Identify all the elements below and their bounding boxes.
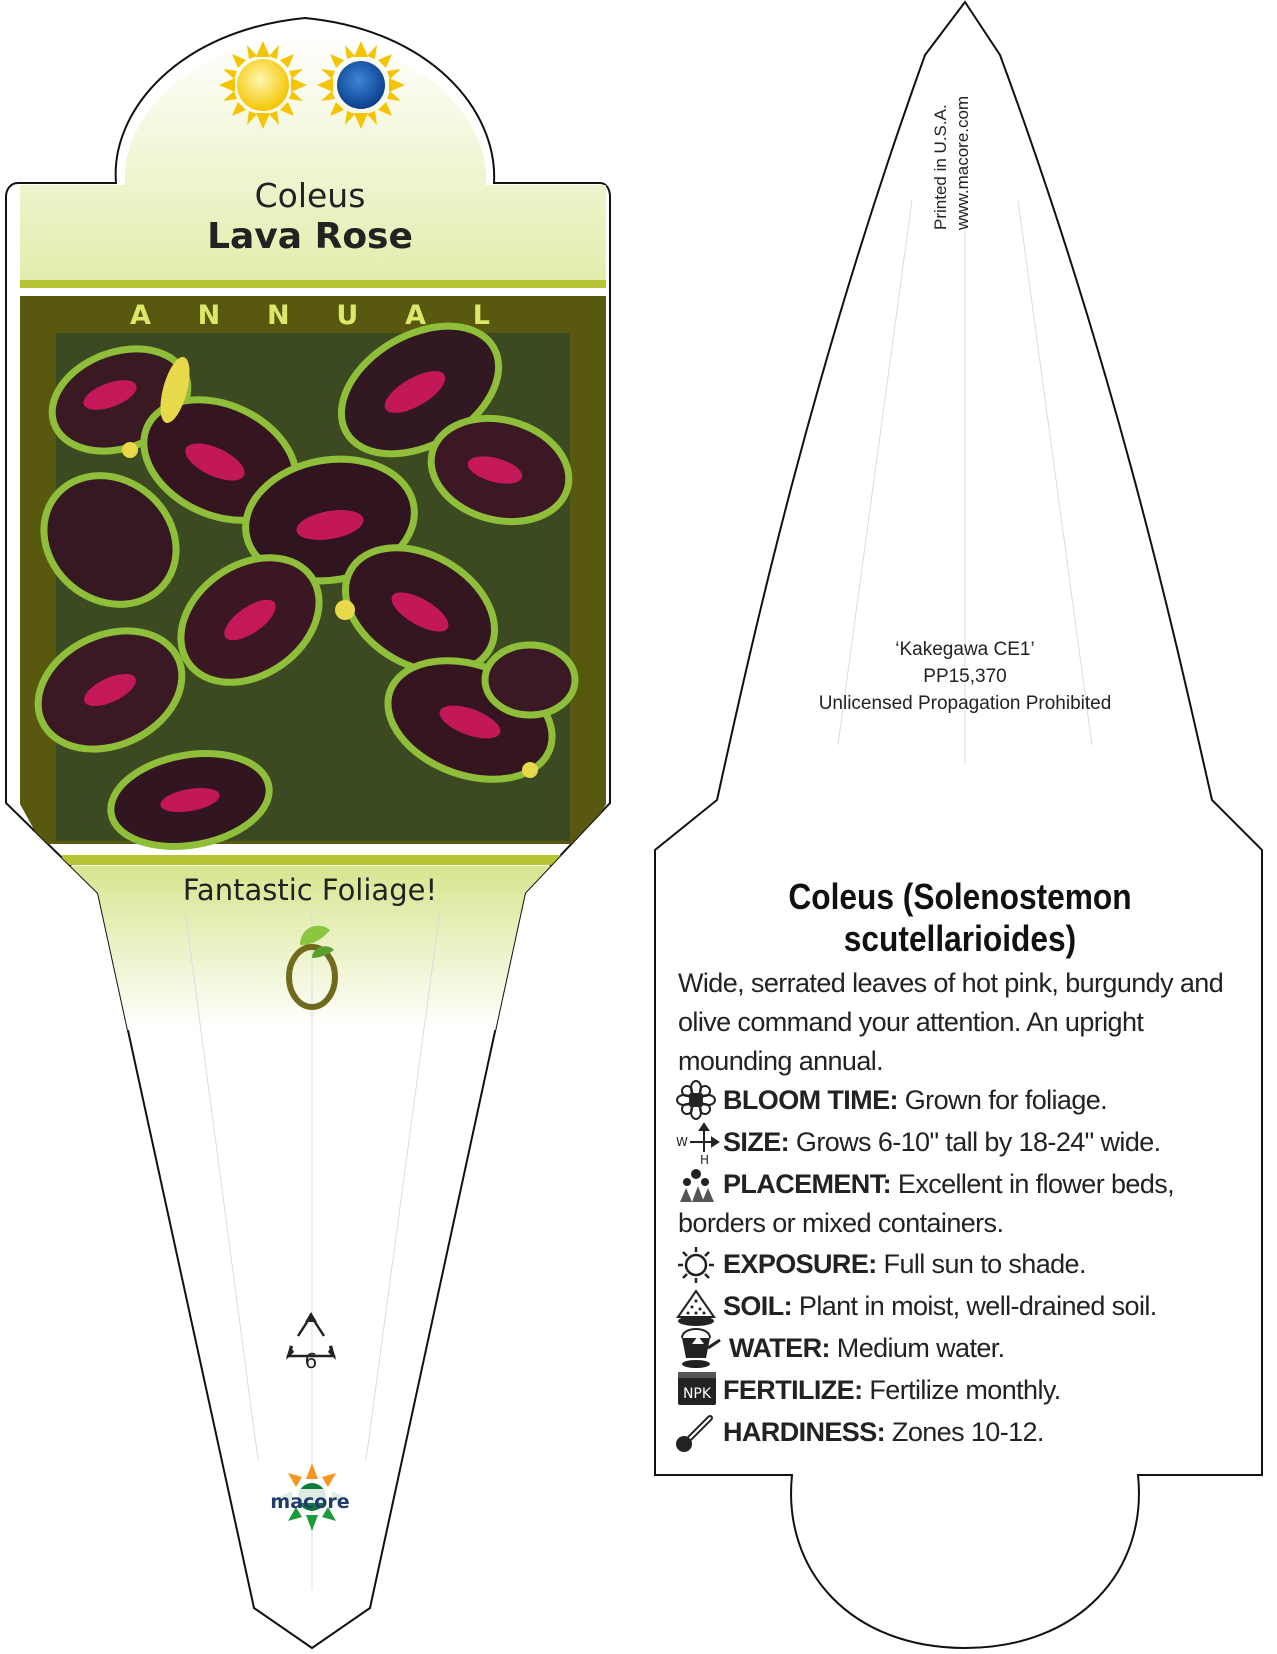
care-label: FERTILIZE: — [723, 1375, 863, 1405]
care-label: HARDINESS: — [723, 1417, 886, 1447]
tagline: Fantastic Foliage! — [182, 873, 438, 907]
care-label: BLOOM TIME: — [723, 1085, 898, 1115]
botanical-name-line: Coleus (Solenostemon — [788, 876, 1132, 917]
description: Wide, serrated leaves of hot pink, burgundy and olive command your attention. An upright mounding annual. — [678, 968, 1224, 1076]
care-fertilize — [723, 1371, 1243, 1410]
care-text: Zones 10-12. — [891, 1417, 1044, 1447]
category-label — [130, 300, 490, 331]
category-letter: A — [405, 300, 426, 331]
category-letter: N — [197, 300, 221, 331]
patent-info — [770, 636, 1160, 717]
print-info — [930, 96, 974, 230]
variety-name: Lava Rose — [207, 216, 413, 257]
care-text: Grown for foliage. — [904, 1085, 1108, 1115]
patent-number: PP15,370 — [923, 666, 1007, 687]
common-name: Coleus — [254, 176, 366, 215]
recycle-number: 6 — [304, 1349, 318, 1373]
care-label: PLACEMENT: — [723, 1169, 891, 1199]
care-text: Plant in moist, well-drained soil. — [798, 1291, 1157, 1321]
care-text: Fertilize monthly. — [869, 1375, 1061, 1405]
care-water — [729, 1329, 1243, 1368]
care-exposure — [723, 1245, 1243, 1284]
care-size — [723, 1123, 1243, 1162]
npk-icon — [678, 1372, 716, 1405]
brand-name: macore — [270, 1491, 350, 1513]
category-letter: L — [472, 300, 490, 331]
category-letter: N — [267, 300, 290, 331]
care-label: SOIL: — [723, 1291, 792, 1321]
care-text: Full sun to shade. — [883, 1249, 1086, 1279]
care-soil — [723, 1287, 1243, 1326]
printed-in: Printed in U.S.A. — [931, 104, 950, 230]
care-bloom-time — [723, 1081, 1243, 1120]
category-letter: A — [130, 300, 151, 331]
category-letter: U — [336, 300, 359, 331]
botanical-name-line: scutellarioides) — [843, 918, 1077, 959]
plant-photo — [18, 300, 581, 858]
patent-notice: Unlicensed Propagation Prohibited — [818, 693, 1112, 714]
svg-text:W: W — [676, 1135, 688, 1149]
care-placement — [678, 1165, 1243, 1243]
svg-text:NPK: NPK — [682, 1386, 712, 1402]
care-label: EXPOSURE: — [723, 1249, 877, 1279]
care-text: Excellent in flower beds, borders or mixed containers. — [678, 1169, 1175, 1238]
care-label: WATER: — [729, 1333, 830, 1363]
svg-text:H: H — [700, 1153, 710, 1167]
shade-icon — [317, 41, 405, 129]
website: www.macore.com — [953, 95, 972, 230]
care-hardiness — [723, 1413, 1243, 1452]
care-text: Medium water. — [836, 1333, 1005, 1363]
care-label: SIZE: — [723, 1127, 790, 1157]
full-sun-icon — [219, 41, 307, 129]
botanical-name — [714, 876, 1207, 960]
cultivar-name: ‘Kakegawa CE1’ — [895, 639, 1035, 660]
care-text: Grows 6-10" tall by 18-24" wide. — [795, 1127, 1161, 1157]
